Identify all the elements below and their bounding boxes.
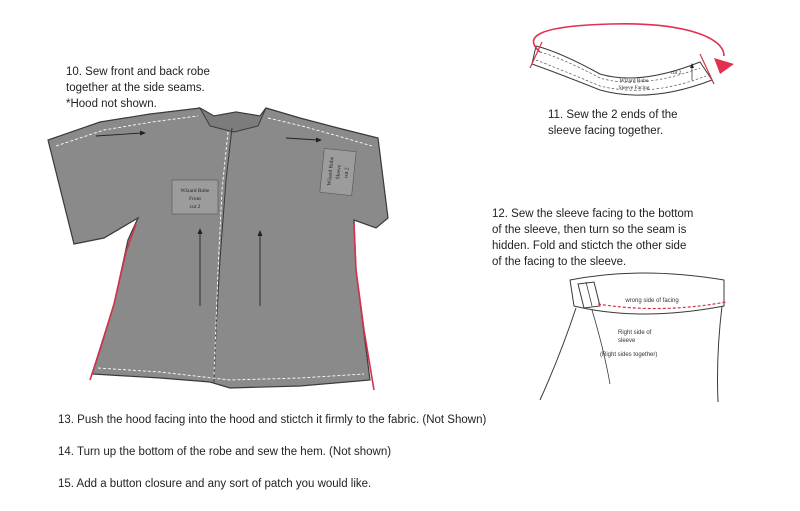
right-sides-together-label: (Right sides together) bbox=[600, 352, 658, 358]
front-label-line-3: cut 2 bbox=[189, 204, 201, 210]
sleeve-inner-fold bbox=[592, 310, 610, 384]
sleeve-body-left bbox=[540, 308, 576, 400]
step-15-text: 15. Add a button closure and any sort of patch you would like. bbox=[58, 478, 372, 490]
sleeve-label-line-1: Wizard Robe bbox=[326, 156, 336, 186]
sleeve-body-right bbox=[718, 306, 723, 402]
step-13-text: 13. Push the hood facing into the hood and stictch it firmly to the fabric. (Not Shown) bbox=[58, 414, 487, 426]
right-side-label-line-2: sleeve bbox=[618, 338, 636, 344]
wrong-side-label: wrong side of facing bbox=[625, 298, 679, 304]
step-11-text: 11. Sew the 2 ends of the sleeve facing together. bbox=[548, 109, 678, 137]
facing-cut-label: cut 2 bbox=[670, 70, 682, 76]
sleeve-label-line-3: cut 2 bbox=[343, 167, 351, 179]
front-label-line-2: Front bbox=[189, 196, 201, 202]
facing-label-line-1: Wizard Robe bbox=[619, 78, 649, 84]
front-label-line-1: Wizard Robe bbox=[180, 188, 210, 194]
right-side-label-line-1: Right side of bbox=[618, 330, 652, 336]
sleeve-label-line-2: Sleeve bbox=[335, 164, 343, 180]
step-10-text: 10. Sew front and back robe together at the side seams. *Hood not shown. bbox=[66, 66, 210, 110]
step-14-text: 14. Turn up the bottom of the robe and sew the hem. (Not shown) bbox=[58, 446, 392, 458]
facing-label-line-2: Sleeve Facing bbox=[618, 85, 650, 91]
step-12-text: 12. Sew the sleeve facing to the bottom of the sleeve, then turn so the seam is hidden. Fold and stictch the other side of the facing to the sleeve. bbox=[492, 208, 694, 268]
